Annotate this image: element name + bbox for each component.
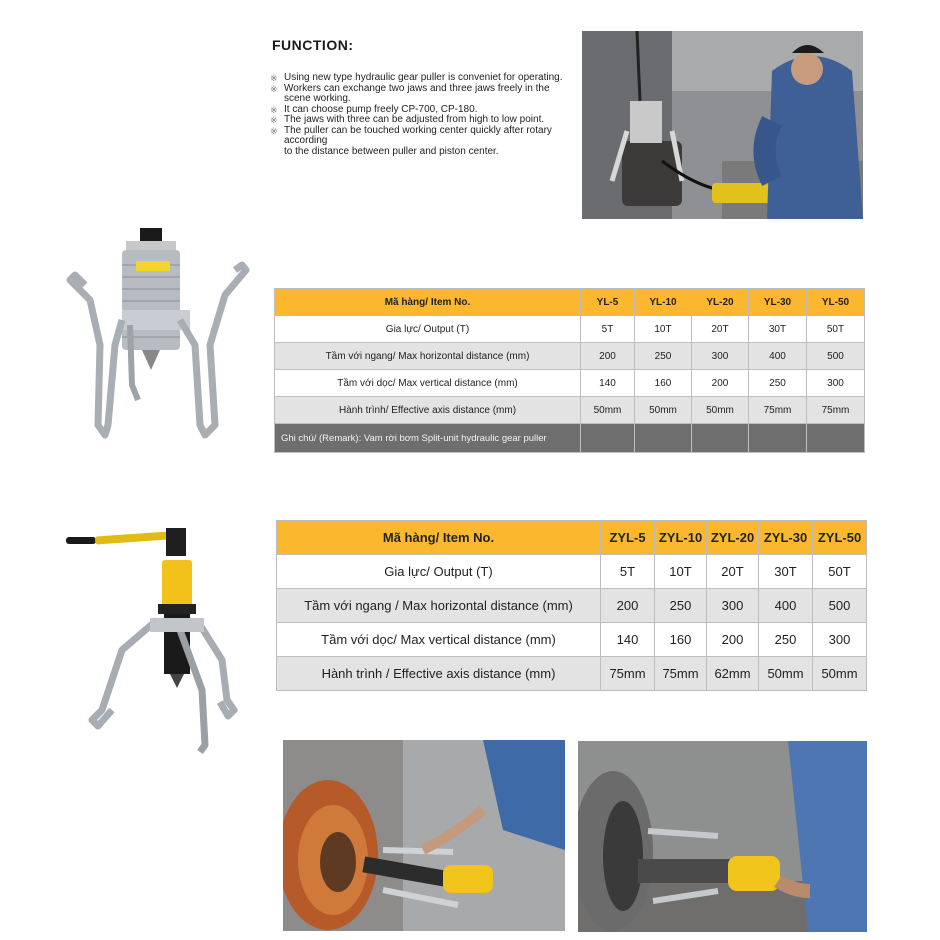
table-cell: 50T [807, 316, 865, 343]
function-item-text: Workers can exchange two jaws and three jaws freely in the scene working. [284, 82, 550, 104]
table-cell: 30T [759, 555, 813, 589]
function-item-text: The jaws with three can be adjusted from high to low point. [284, 114, 545, 125]
table-cell [635, 424, 692, 453]
bullet-marker-icon: ※ [270, 104, 278, 115]
table-cell: 200 [601, 589, 655, 623]
photo-yl-puller [60, 225, 255, 455]
table-cell: 20T [692, 316, 749, 343]
table-row [277, 589, 867, 623]
header-cell: YL-20 [692, 289, 749, 316]
table-cell: 160 [635, 370, 692, 397]
table-cell: 500 [807, 343, 865, 370]
table-cell: 10T [655, 555, 707, 589]
header-cell: YL-50 [807, 289, 865, 316]
table-cell: 5T [581, 316, 635, 343]
header-cell: YL-5 [581, 289, 635, 316]
table-row [277, 623, 867, 657]
header-cell: ZYL-5 [601, 521, 655, 555]
table-cell: 5T [601, 555, 655, 589]
header-cell: ZYL-50 [813, 521, 867, 555]
table-cell [749, 424, 807, 453]
function-item-text: Using new type hydraulic gear puller is conveniet for operating. [284, 72, 563, 83]
photo-puller-on-pulley-left [283, 740, 565, 931]
table-row [275, 343, 865, 370]
table-cell: 50mm [759, 657, 813, 691]
table-cell: 50mm [635, 397, 692, 424]
table-cell: 160 [655, 623, 707, 657]
header-cell: Mã hàng/ Item No. [277, 521, 601, 555]
table-cell: 250 [655, 589, 707, 623]
row-label: Tầm với ngang / Max horizontal distance (mm) [277, 589, 601, 623]
table-cell: 500 [813, 589, 867, 623]
header-cell: ZYL-10 [655, 521, 707, 555]
row-label: Gia lực/ Output (T) [275, 316, 581, 343]
header-cell: YL-10 [635, 289, 692, 316]
remark-text: Ghi chú/ (Remark): Vam rời bơm Split-unit hydraulic gear puller [275, 424, 581, 453]
function-item [270, 84, 570, 105]
function-item-text: to the distance between puller and piston center. [284, 145, 499, 157]
table-cell: 300 [707, 589, 759, 623]
table-row [275, 370, 865, 397]
function-list [270, 73, 570, 157]
header-cell: Mã hàng/ Item No. [275, 289, 581, 316]
table-cell: 50mm [692, 397, 749, 424]
function-item [270, 147, 570, 158]
table-cell: 400 [759, 589, 813, 623]
table-cell: 30T [749, 316, 807, 343]
table-row [277, 657, 867, 691]
table-cell [692, 424, 749, 453]
header-cell: ZYL-30 [759, 521, 813, 555]
table-header-row [277, 521, 867, 555]
table-cell [807, 424, 865, 453]
row-label: Hành trình / Effective axis distance (mm) [277, 657, 601, 691]
header-cell: YL-30 [749, 289, 807, 316]
table-cell: 50mm [581, 397, 635, 424]
bullet-marker-icon: ※ [270, 73, 278, 83]
function-item-text: It can choose pump freely CP-700, CP-180. [284, 103, 478, 115]
header-cell: ZYL-20 [707, 521, 759, 555]
table-cell: 300 [807, 370, 865, 397]
table-yl-specs [274, 288, 865, 453]
row-label: Hành trình/ Effective axis distance (mm) [275, 397, 581, 424]
photo-zyl-puller [62, 520, 240, 762]
table-cell: 200 [581, 343, 635, 370]
table-cell: 250 [759, 623, 813, 657]
row-label: Tầm với dọc/ Max vertical distance (mm) [275, 370, 581, 397]
row-label: Gia lực/ Output (T) [277, 555, 601, 589]
function-title: FUNCTION: [272, 37, 354, 53]
row-label: Tầm với dọc/ Max vertical distance (mm) [277, 623, 601, 657]
row-label: Tầm với ngang/ Max horizontal distance (mm) [275, 343, 581, 370]
table-cell: 140 [601, 623, 655, 657]
function-item-text: The puller can be touched working center quickly after rotary according [284, 124, 552, 146]
table-cell: 250 [635, 343, 692, 370]
table-cell: 300 [813, 623, 867, 657]
photo-puller-on-pulley-right [578, 741, 867, 932]
bullet-marker-icon: ※ [270, 83, 278, 94]
photo-worker-with-pump [582, 31, 863, 219]
table-row [277, 555, 867, 589]
table-cell: 75mm [749, 397, 807, 424]
bullet-marker-icon: ※ [270, 115, 278, 125]
function-item [270, 126, 570, 147]
table-cell: 75mm [601, 657, 655, 691]
table-cell: 20T [707, 555, 759, 589]
table-cell: 400 [749, 343, 807, 370]
table-row [275, 316, 865, 343]
table-cell: 50mm [813, 657, 867, 691]
table-cell: 140 [581, 370, 635, 397]
table-header-row [275, 289, 865, 316]
bullet-marker-icon: ※ [270, 125, 278, 136]
table-cell: 200 [692, 370, 749, 397]
table-cell: 75mm [655, 657, 707, 691]
table-cell: 10T [635, 316, 692, 343]
table-cell: 62mm [707, 657, 759, 691]
table-cell [581, 424, 635, 453]
table-cell: 250 [749, 370, 807, 397]
table-row [275, 397, 865, 424]
remark-row [275, 424, 865, 453]
table-cell: 75mm [807, 397, 865, 424]
table-zyl-specs [276, 520, 867, 691]
table-cell: 50T [813, 555, 867, 589]
table-cell: 300 [692, 343, 749, 370]
table-cell: 200 [707, 623, 759, 657]
